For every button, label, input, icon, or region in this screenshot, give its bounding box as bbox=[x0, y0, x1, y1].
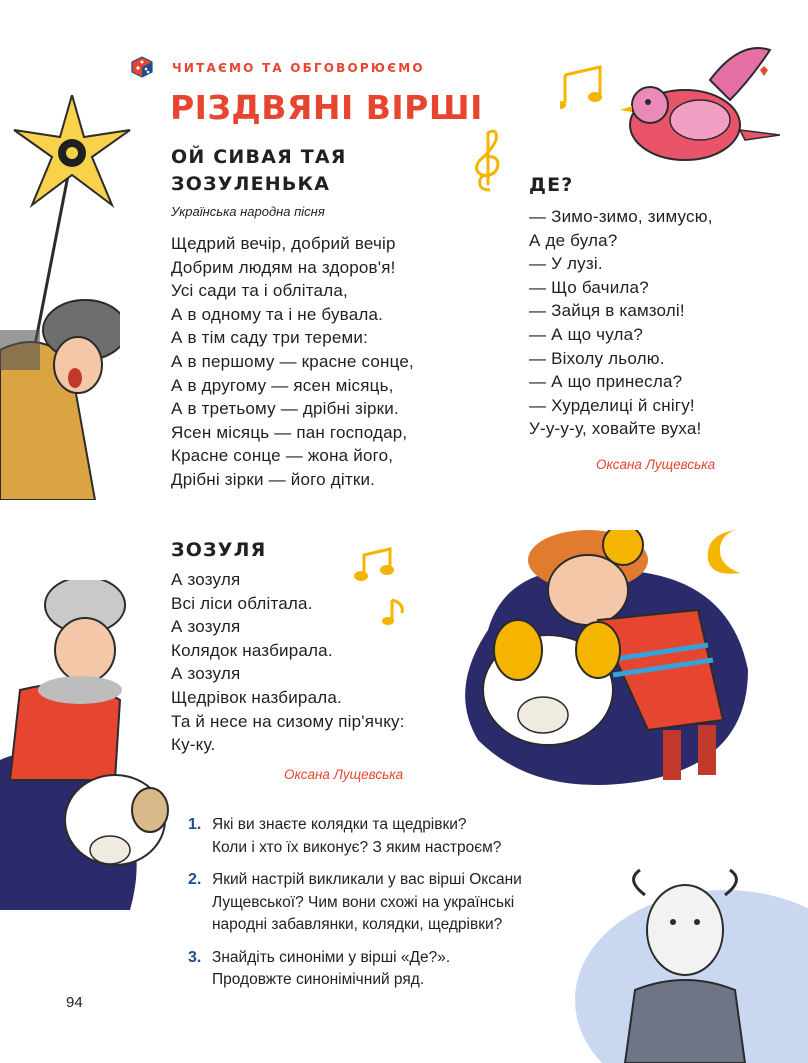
poem-line: А зозуля bbox=[171, 664, 241, 684]
questions-list bbox=[188, 814, 522, 1002]
question-number: 3. bbox=[188, 948, 202, 966]
music-note-icon bbox=[560, 65, 620, 110]
poem-line: — А що чула? bbox=[529, 324, 643, 344]
question-number: 1. bbox=[188, 816, 202, 833]
poem-line: Ку-ку. bbox=[171, 735, 216, 755]
poem-line: Добрим людям на здоров'я! bbox=[171, 257, 396, 277]
poem-2-author: Оксана Лущевська bbox=[596, 457, 716, 472]
poem-1-lines bbox=[171, 232, 414, 492]
section-label: ЧИТАЄМО ТА ОБГОВОРЮЄМО bbox=[172, 61, 425, 75]
page-title: РІЗДВЯНІ ВІРШІ bbox=[170, 88, 483, 127]
poem-3-title: ЗОЗУЛЯ bbox=[171, 539, 267, 561]
poem-line: — У лузі. bbox=[529, 254, 603, 274]
poem-line: Та й несе на сизому пір'ячку: bbox=[171, 711, 405, 731]
poem-2 bbox=[529, 172, 713, 441]
dice-icon bbox=[131, 56, 153, 78]
poem-line: Усі сади та і облітала, bbox=[171, 281, 348, 301]
poem-line: А в другому — ясен місяць, bbox=[171, 375, 394, 395]
poem-line: Красне сонце — жона його, bbox=[171, 446, 394, 466]
bird-icon bbox=[620, 40, 780, 170]
poem-3-author: Оксана Лущевська bbox=[284, 767, 404, 782]
question-item: 1. Які ви знаєте колядки та щедрівки? Коли і хто їх виконує? З яким настроєм? bbox=[188, 816, 502, 856]
poem-line: — Хурделиці й снігу! bbox=[529, 395, 695, 415]
poem-2-lines bbox=[529, 205, 713, 441]
question-number: 2. bbox=[188, 871, 202, 888]
goat-illustration bbox=[545, 860, 808, 1063]
poem-line: А в тім саду три тереми: bbox=[171, 328, 369, 348]
page-number: 94 bbox=[66, 994, 83, 1011]
poem-line: Всі ліси облітала. bbox=[171, 593, 313, 613]
treble-clef-icon bbox=[468, 125, 508, 195]
poem-line: — Віхолу льолю. bbox=[529, 348, 665, 368]
poem-1-subtitle: Українська народна пісня bbox=[171, 204, 325, 219]
poem-line: Ясен місяць — пан господар, bbox=[171, 422, 408, 442]
girl-with-ram-illustration bbox=[448, 530, 758, 800]
poem-line: А зозуля bbox=[171, 617, 241, 637]
poem-line: У-у-у-у, ховайте вуха! bbox=[529, 419, 702, 439]
poem-line: — Що бачила? bbox=[529, 277, 649, 297]
poem-line: А в третьому — дрібні зірки. bbox=[171, 399, 399, 419]
poem-line: А зозуля bbox=[171, 570, 241, 589]
poem-line: — Зайця в камзолі! bbox=[529, 301, 685, 321]
caroler-illustration bbox=[0, 290, 120, 500]
poem-2-title: ДЕ? bbox=[529, 174, 574, 196]
poem-1-title: ОЙ СИВАЯ ТАЯ ЗОЗУЛЕНЬКА bbox=[171, 146, 347, 195]
poem-line: Колядок назбирала. bbox=[171, 640, 333, 660]
poem-line: Дрібні зірки — його дітки. bbox=[171, 469, 376, 489]
question-item: 2. Який настрій викликали у вас вірші Оксани Лущевської? Чим вони схожі на українські народні забавлянки, колядки, щедрівки? bbox=[188, 871, 522, 933]
poem-line: А в одному та і не бувала. bbox=[171, 304, 384, 324]
poem-line: — А що принесла? bbox=[529, 372, 683, 392]
poem-3 bbox=[171, 537, 405, 757]
poem-1 bbox=[171, 144, 414, 492]
question-item: 3. Знайдіть синоніми у вірші «Де?». Продовжте синонімічний ряд. bbox=[188, 948, 451, 988]
boy-with-ram-illustration bbox=[0, 580, 175, 910]
poem-line: — Зимо-зимо, зимусю, bbox=[529, 207, 713, 226]
poem-line: А в першому — красне сонце, bbox=[171, 351, 414, 371]
poem-line: Щедрівок назбирала. bbox=[171, 687, 342, 707]
poem-3-lines bbox=[171, 568, 405, 757]
poem-line: А де була? bbox=[529, 230, 618, 250]
poem-line: Щедрий вечір, добрий вечір bbox=[171, 234, 396, 253]
